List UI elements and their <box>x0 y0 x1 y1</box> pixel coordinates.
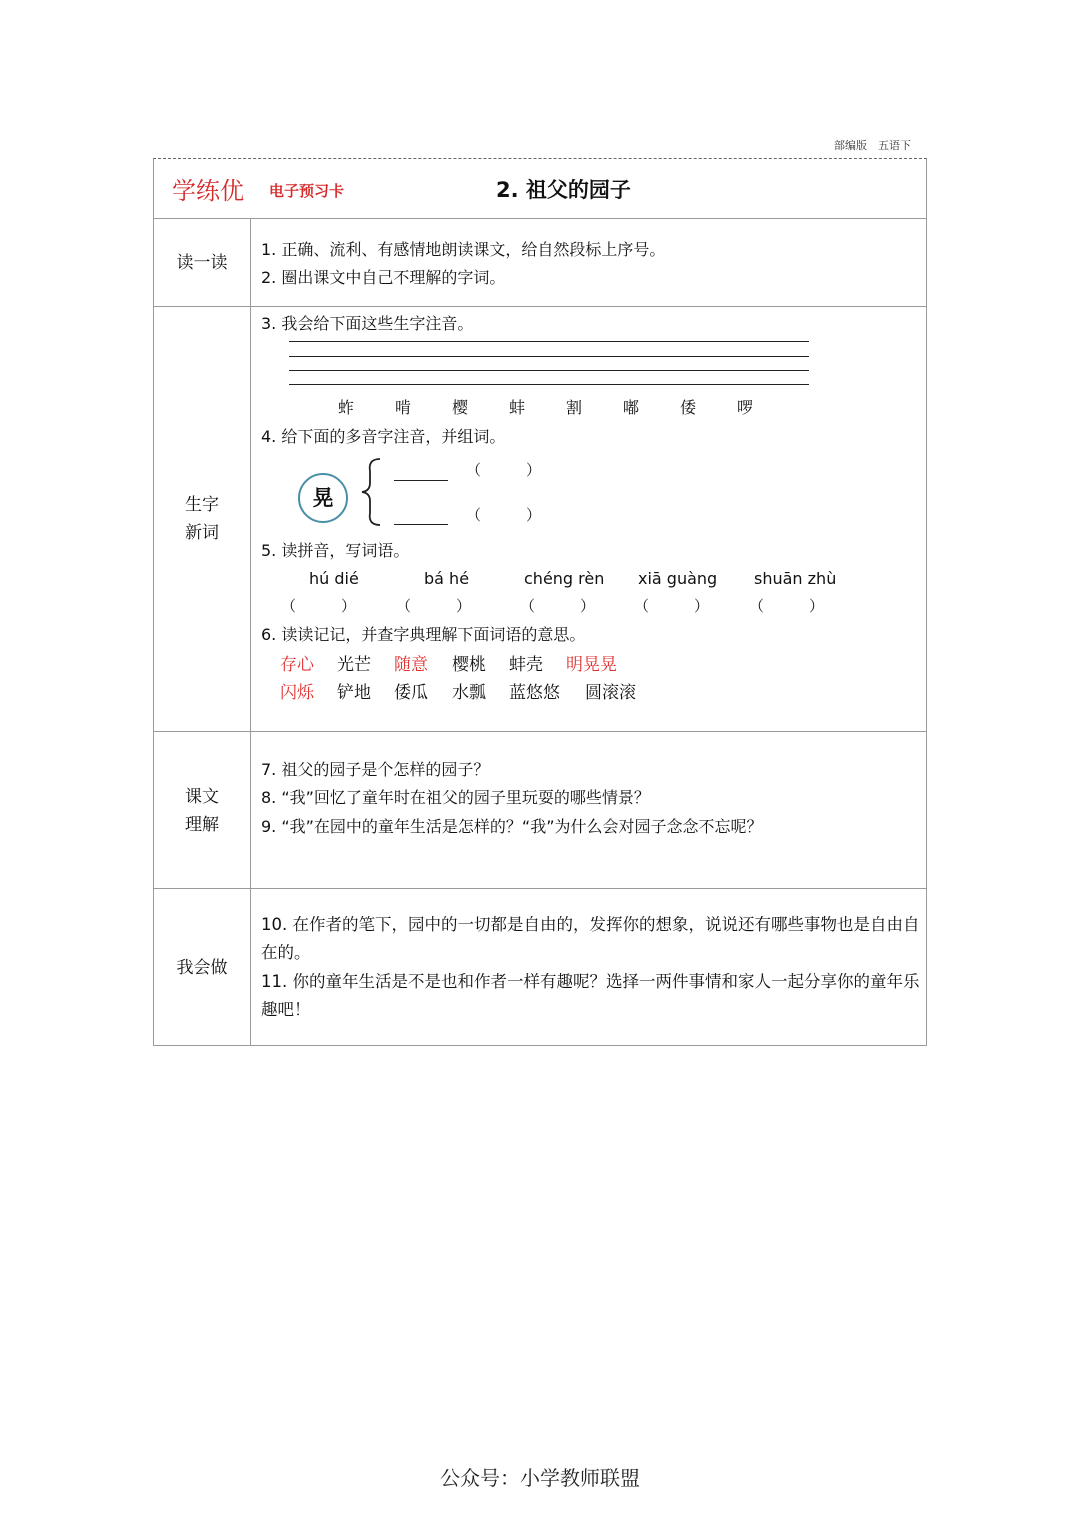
footer-account: 公众号：小学教师联盟 <box>440 1466 640 1490</box>
divider <box>154 218 926 219</box>
new-char: 樱 <box>452 398 469 417</box>
section-label-read: 读一读 <box>176 253 228 273</box>
section-label-new-words-2: 新词 <box>185 523 219 543</box>
word-blank: （ ） <box>396 597 472 615</box>
question-6: 6. 读读记记，并查字典理解下面词语的意思。 <box>261 625 586 644</box>
section-label-do: 我会做 <box>176 958 228 978</box>
column-divider <box>250 218 251 1045</box>
new-char: 倭 <box>680 398 697 417</box>
divider <box>154 888 926 889</box>
edition-label: 部编版 五语下 <box>834 139 911 152</box>
pinyin-rule <box>289 356 809 357</box>
pinyin: xiā guàng <box>638 569 718 588</box>
new-char: 蚱 <box>338 398 355 417</box>
new-char: 嘟 <box>623 398 640 417</box>
vocab-word: 水瓢 <box>452 683 486 703</box>
question-7: 7. 祖父的园子是个怎样的园子？ <box>261 760 490 779</box>
vocab-word: 光芒 <box>337 655 371 675</box>
new-char: 割 <box>566 398 583 417</box>
word-blank: （ ） <box>466 506 542 524</box>
vocab-word: 圆滚滚 <box>585 683 636 703</box>
pinyin: bá hé <box>424 569 470 588</box>
brand-name: 学练优 <box>172 177 244 205</box>
pinyin: shuān zhù <box>754 569 837 588</box>
word-blank: （ ） <box>749 597 825 615</box>
word-blank: （ ） <box>520 597 596 615</box>
vocab-word: 铲地 <box>337 683 371 703</box>
pinyin-rule <box>289 370 809 371</box>
section-label-new-words-1: 生字 <box>185 495 219 515</box>
pinyin-rule <box>289 341 809 342</box>
new-char: 蚌 <box>509 398 526 417</box>
vocab-word: 明晃晃 <box>566 655 617 675</box>
pinyin-blank <box>394 480 448 481</box>
new-char: 啰 <box>737 398 754 417</box>
preview-card <box>153 158 927 1046</box>
polyphone-char: 晃 <box>298 473 348 523</box>
pinyin-rule <box>289 384 809 385</box>
vocab-word: 蓝悠悠 <box>509 683 560 703</box>
question-11: 11. 你的童年生活是不是也和作者一样有趣呢？选择一两件事情和家人一起分享你的童年乐趣吧！ <box>261 972 920 1019</box>
pinyin: chéng rèn <box>524 569 605 588</box>
question-9: 9. “我”在园中的童年生活是怎样的？“我”为什么会对园子念念不忘呢？ <box>261 817 763 836</box>
question-4: 4. 给下面的多音字注音，并组词。 <box>261 427 506 446</box>
word-blank: （ ） <box>634 597 710 615</box>
word-blank: （ ） <box>281 597 357 615</box>
section-label-understand-1: 课文 <box>185 787 219 807</box>
section-label-understand-2: 理解 <box>185 815 219 835</box>
divider <box>154 731 926 732</box>
question-3: 3. 我会给下面这些生字注音。 <box>261 314 474 333</box>
vocab-word: 倭瓜 <box>394 683 428 703</box>
question-10: 10. 在作者的笔下，园中的一切都是自由的，发挥你的想象，说说还有哪些事物也是自由自在的。 <box>261 915 920 962</box>
vocab-word: 存心 <box>280 655 314 675</box>
read-item-1: 1. 正确、流利、有感情地朗读课文，给自然段标上序号。 <box>261 240 666 259</box>
brace-icon <box>360 457 384 527</box>
pinyin-blank <box>394 524 448 525</box>
vocab-word: 随意 <box>394 655 428 675</box>
vocab-word: 蚌壳 <box>509 655 543 675</box>
word-blank: （ ） <box>466 461 542 479</box>
divider <box>154 306 926 307</box>
lesson-title: 2. 祖父的园子 <box>496 178 631 202</box>
question-8: 8. “我”回忆了童年时在祖父的园子里玩耍的哪些情景？ <box>261 788 650 807</box>
vocab-word: 樱桃 <box>452 655 486 675</box>
question-5: 5. 读拼音，写词语。 <box>261 541 410 560</box>
vocab-word: 闪烁 <box>280 683 314 703</box>
brand-subtitle: 电子预习卡 <box>269 182 345 200</box>
new-char: 啃 <box>395 398 412 417</box>
pinyin: hú dié <box>309 569 359 588</box>
read-item-2: 2. 圈出课文中自己不理解的字词。 <box>261 268 506 287</box>
